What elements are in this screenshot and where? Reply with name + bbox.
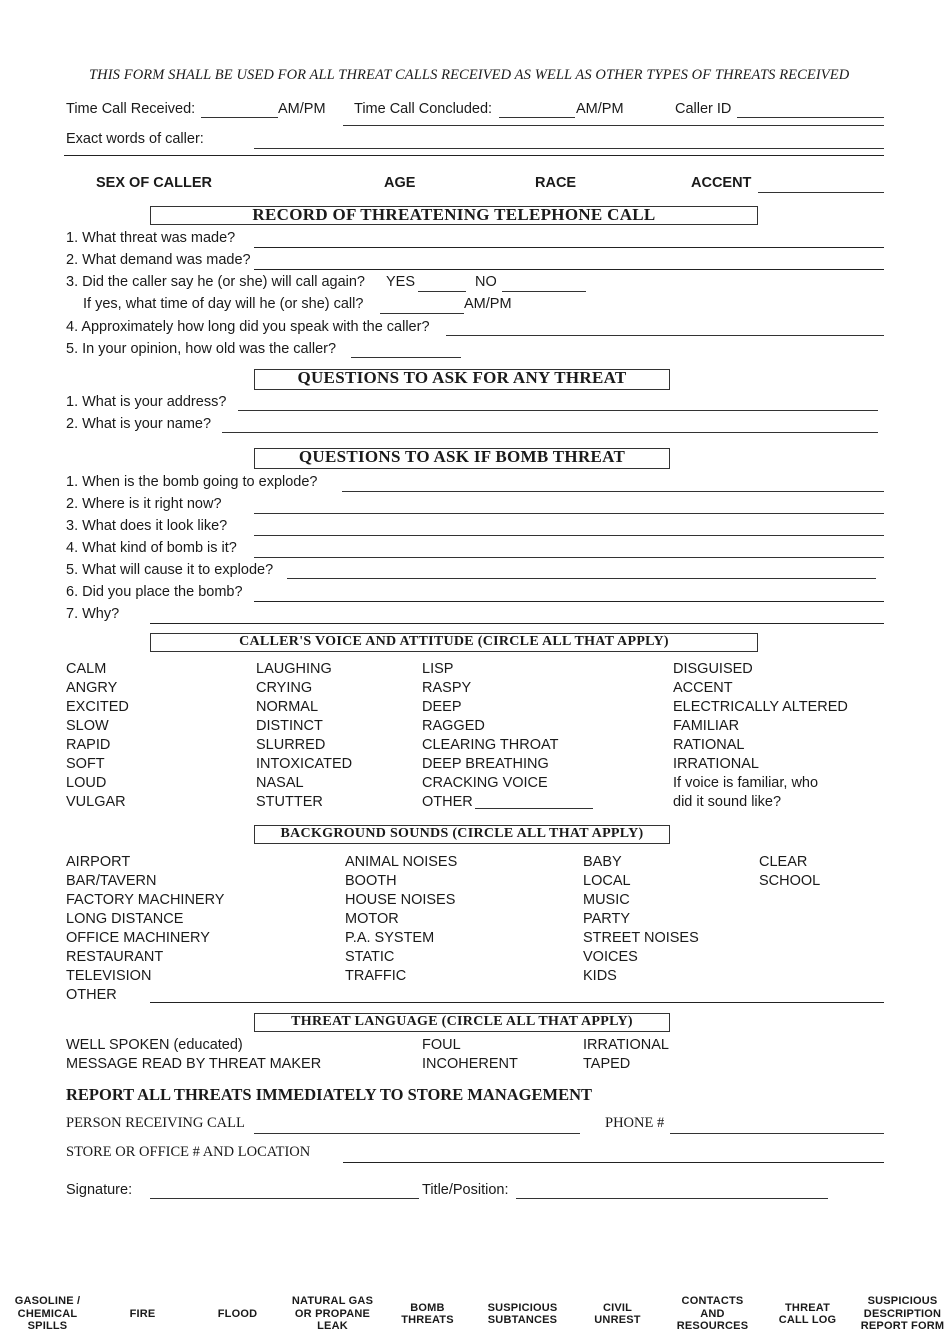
background-option[interactable]: MOTOR [345,911,399,927]
tab-label: FLOOD [217,1307,258,1320]
background-option[interactable]: STATIC [345,949,395,965]
background-option[interactable]: BABY [583,854,622,870]
tab-label: CIVIL UNREST [594,1301,641,1326]
tab-label: GASOLINE / CHEMICAL SPILLS [14,1295,81,1333]
background-column-2 [345,853,457,986]
background-option[interactable]: HOUSE NOISES [345,892,456,908]
voice-option[interactable]: DEEP [422,699,462,715]
voice-option[interactable]: ANGRY [66,680,118,696]
voice-option[interactable]: SLURRED [256,737,326,753]
background-option[interactable]: VOICES [583,949,638,965]
any-threat-answer-2[interactable] [222,432,878,433]
person-receiving-field[interactable] [254,1133,580,1134]
bomb-answer-7[interactable] [150,623,884,624]
time-concluded-field[interactable] [499,117,575,118]
background-option[interactable]: RESTAURANT [66,949,164,965]
accent-field[interactable] [758,192,884,193]
tab-label: SUSPICIOUS DESCRIPTION REPORT FORM [860,1295,945,1333]
voice-column-3 [422,660,558,812]
tab-label: NATURAL GAS OR PROPANE LEAK [291,1295,374,1333]
voice-option[interactable]: LISP [422,661,454,677]
voice-option[interactable]: DISGUISED [673,661,753,677]
language-column-1 [66,1036,321,1074]
background-option[interactable]: AIRPORT [66,854,131,870]
record-question-2: 2. What demand was made? [66,252,251,268]
voice-section-header: CALLER'S VOICE AND ATTITUDE (CIRCLE ALL THAT APPLY) [150,633,758,652]
language-option[interactable]: IRRATIONAL [583,1037,669,1053]
ampm-label: AM/PM [278,101,326,117]
record-question-5: 5. In your opinion, how old was the caller? [66,341,337,357]
section-tabs [0,1292,950,1336]
yes-label: YES [386,274,416,290]
background-option[interactable]: BOOTH [345,873,397,889]
background-option[interactable]: LOCAL [583,873,631,889]
tab-suspicious-description-report[interactable] [855,1292,950,1336]
language-option[interactable]: TAPED [583,1056,631,1072]
voice-column-1 [66,660,129,812]
bomb-answer-3[interactable] [254,535,884,536]
caller-id-label: Caller ID [675,101,732,117]
voice-option[interactable]: OTHER [422,794,473,810]
voice-option[interactable]: STUTTER [256,794,323,810]
time-received-label: Time Call Received: [66,101,196,117]
title-position-label: Title/Position: [422,1182,509,1198]
yes-field[interactable] [418,291,466,292]
any-threat-question-1: 1. What is your address? [66,394,227,410]
bomb-question-5: 5. What will cause it to explode? [66,562,274,578]
form-instructions: THIS FORM SHALL BE USED FOR ALL THREAT CALLS RECEIVED AS WELL AS OTHER TYPES OF THREATS RECEIVED [89,67,850,83]
voice-option[interactable]: EXCITED [66,699,129,715]
background-option[interactable]: OTHER [66,987,117,1003]
voice-option[interactable]: NASAL [256,775,304,791]
background-option[interactable]: MUSIC [583,892,630,908]
voice-option[interactable]: ELECTRICALLY ALTERED [673,699,848,715]
tab-label: CONTACTS AND RESOURCES [676,1295,749,1333]
language-option[interactable]: MESSAGE READ BY THREAT MAKER [66,1056,322,1072]
background-other-field[interactable] [150,1002,884,1003]
tab-threat-call-log[interactable] [760,1292,855,1336]
language-option[interactable]: FOUL [422,1037,461,1053]
background-option[interactable]: TELEVISION [66,968,152,984]
tab-flood[interactable] [190,1292,285,1336]
time-received-field[interactable] [201,117,278,118]
tab-contacts-resources[interactable] [665,1292,760,1336]
bomb-question-1: 1. When is the bomb going to explode? [66,474,318,490]
background-option[interactable]: ANIMAL NOISES [345,854,458,870]
bomb-answer-5[interactable] [287,578,876,579]
tab-fire[interactable] [95,1292,190,1336]
background-option[interactable]: STREET NOISES [583,930,699,946]
exact-words-field[interactable] [254,148,884,149]
voice-option[interactable]: FAMILIAR [673,718,740,734]
record-answer-1[interactable] [254,247,884,248]
background-section-header: BACKGROUND SOUNDS (CIRCLE ALL THAT APPLY) [254,825,670,844]
voice-option[interactable]: IRRATIONAL [673,756,759,772]
record-answer-5[interactable] [351,357,461,358]
background-option[interactable]: SCHOOL [759,873,821,889]
language-section-header: THREAT LANGUAGE (CIRCLE ALL THAT APPLY) [254,1013,670,1032]
tab-label: SUSPICIOUS SUBTANCES [487,1301,558,1326]
voice-option[interactable]: SLOW [66,718,109,734]
any-threat-answer-1[interactable] [238,410,878,411]
report-heading: REPORT ALL THREATS IMMEDIATELY TO STORE MANAGEMENT [66,1085,593,1104]
tab-label: BOMB THREATS [401,1301,454,1326]
background-option[interactable]: TRAFFIC [345,968,407,984]
background-option[interactable]: KIDS [583,968,617,984]
voice-option[interactable]: INTOXICATED [256,756,353,772]
tab-label: FIRE [129,1307,156,1320]
phone-label: PHONE # [605,1115,665,1131]
no-field[interactable] [502,291,586,292]
voice-option[interactable]: RASPY [422,680,472,696]
record-answer-2[interactable] [254,269,884,270]
bomb-answer-6[interactable] [254,601,884,602]
background-option[interactable]: CLEAR [759,854,808,870]
tab-label: THREAT CALL LOG [778,1301,837,1326]
language-column-3 [583,1036,669,1074]
ampm-label: AM/PM [576,101,624,117]
voice-option[interactable]: RATIONAL [673,737,745,753]
accent-label: ACCENT [691,175,752,191]
record-question-3: 3. Did the caller say he (or she) will call again? [66,274,365,290]
background-option[interactable]: LONG DISTANCE [66,911,184,927]
background-column-3 [583,853,699,986]
race-label: RACE [535,175,577,191]
bomb-threat-section-header: QUESTIONS TO ASK IF BOMB THREAT [254,448,670,469]
record-question-3b: If yes, what time of day will he (or she) call? [83,296,364,312]
ampm-label: AM/PM [464,296,512,312]
voice-option[interactable]: ACCENT [673,680,733,696]
voice-option[interactable]: RAGGED [422,718,485,734]
background-option[interactable]: BAR/TAVERN [66,873,157,889]
no-label: NO [475,274,497,290]
record-answer-4[interactable] [446,335,884,336]
voice-option[interactable]: SOFT [66,756,105,772]
age-label: AGE [384,175,416,191]
tab-natural-gas[interactable] [285,1292,380,1336]
voice-option[interactable]: NORMAL [256,699,319,715]
language-option[interactable]: INCOHERENT [422,1056,518,1072]
voice-option[interactable]: DISTINCT [256,718,323,734]
background-column-1 [66,853,224,1005]
record-question-1: 1. What threat was made? [66,230,236,246]
language-column-2 [422,1036,518,1074]
caller-id-field[interactable] [737,117,884,118]
bomb-answer-4[interactable] [254,557,884,558]
any-threat-question-2: 2. What is your name? [66,416,212,432]
any-threat-section-header: QUESTIONS TO ASK FOR ANY THREAT [254,369,670,390]
bomb-question-6: 6. Did you place the bomb? [66,584,243,600]
signature-field[interactable] [150,1198,419,1199]
store-location-field[interactable] [343,1162,884,1163]
background-option[interactable]: P.A. SYSTEM [345,930,435,946]
language-option[interactable]: WELL SPOKEN (educated) [66,1037,243,1053]
tab-civil-unrest[interactable] [570,1292,665,1336]
exact-words-label: Exact words of caller: [66,131,204,147]
divider [343,125,884,126]
background-column-4 [759,853,820,891]
voice-option[interactable]: CLEARING THROAT [422,737,559,753]
store-location-label: STORE OR OFFICE # AND LOCATION [66,1144,311,1160]
voice-option[interactable]: CRACKING VOICE [422,775,548,791]
voice-other-field[interactable] [475,808,593,809]
person-receiving-label: PERSON RECEIVING CALL [66,1115,245,1131]
phone-field[interactable] [670,1133,884,1134]
tab-suspicious-substances[interactable] [475,1292,570,1336]
bomb-question-7: 7. Why? [66,606,120,622]
voice-option[interactable]: CALM [66,661,107,677]
voice-column-4 [673,660,848,812]
background-option[interactable]: PARTY [583,911,631,927]
bomb-answer-2[interactable] [254,513,884,514]
tab-bomb-threats[interactable] [380,1292,475,1336]
background-option[interactable]: FACTORY MACHINERY [66,892,225,908]
voice-familiar-note: If voice is familiar, who [673,775,819,791]
voice-option[interactable]: CRYING [256,680,313,696]
title-position-field[interactable] [516,1198,828,1199]
tab-gasoline-chemical-spills[interactable] [0,1292,95,1336]
record-question-4: 4. Approximately how long did you speak with the caller? [66,319,430,335]
bomb-question-2: 2. Where is it right now? [66,496,222,512]
voice-option[interactable]: LOUD [66,775,107,791]
bomb-answer-1[interactable] [342,491,884,492]
background-option[interactable]: OFFICE MACHINERY [66,930,210,946]
voice-column-2 [256,660,352,812]
record-section-header: RECORD OF THREATENING TELEPHONE CALL [150,206,758,225]
time-concluded-label: Time Call Concluded: [354,101,493,117]
bomb-question-4: 4. What kind of bomb is it? [66,540,237,556]
voice-option[interactable]: DEEP BREATHING [422,756,549,772]
voice-option[interactable]: LAUGHING [256,661,332,677]
voice-familiar-note: did it sound like? [673,794,782,810]
sex-of-caller-label: SEX OF CALLER [96,175,213,191]
call-again-time-field[interactable] [380,313,464,314]
voice-option[interactable]: VULGAR [66,794,126,810]
voice-option[interactable]: RAPID [66,737,111,753]
bomb-question-3: 3. What does it look like? [66,518,228,534]
signature-label: Signature: [66,1182,133,1198]
exact-words-field-line2[interactable] [64,155,884,156]
